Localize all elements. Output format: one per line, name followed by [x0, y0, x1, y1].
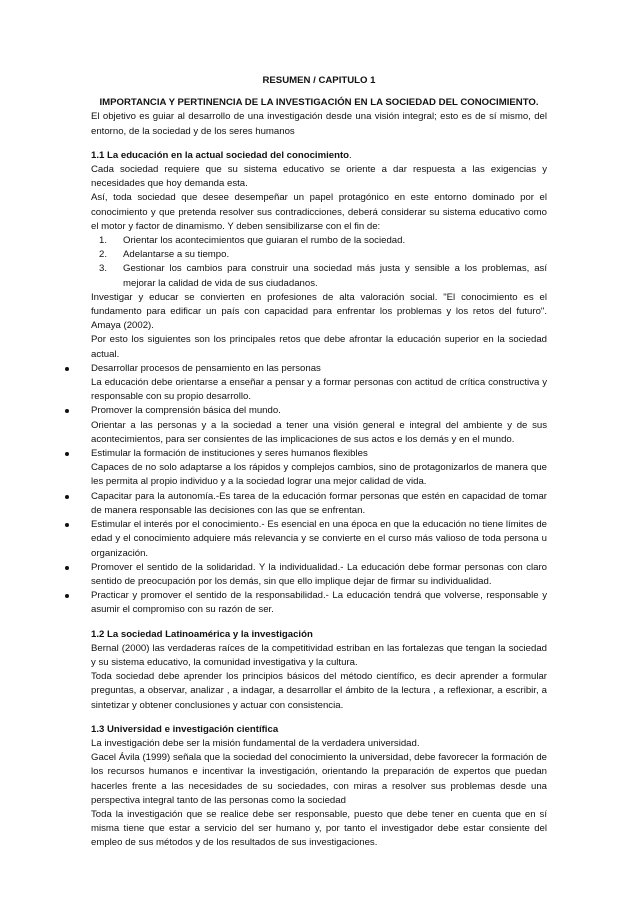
numbered-item-number: 1.	[99, 235, 108, 247]
bullet-item	[91, 490, 547, 518]
bullet-icon	[65, 523, 69, 527]
bullet-body	[91, 589, 547, 617]
bullet-item	[91, 518, 547, 561]
bullet-item	[91, 589, 547, 617]
numbered-item	[91, 262, 547, 290]
numbered-item-text: Gestionar los cambios para construir una sociedad más justa y sensible a los problemas, así mejorar la calidad de vida de sus ciudadanos.	[123, 263, 547, 289]
document-title: RESUMEN / CAPITULO 1	[262, 75, 376, 86]
bullet-icon	[65, 495, 69, 499]
bullet-body	[91, 490, 547, 518]
section-1-heading	[91, 149, 547, 163]
numbered-item	[91, 234, 547, 248]
numbered-item-number: 2.	[99, 249, 108, 261]
numbered-item	[91, 248, 547, 262]
bullet-body: La educación debe orientarse a enseñar a pensar y a formar personas con actitud de crítica constructiva y responsable con su propio desarrollo.	[91, 377, 547, 403]
bullet-body: Capaces de no solo adaptarse a los rápidos y complejos cambios, sino de protagonizarlos de manera que les permita al propio individuo y a la sociedad lograr una mejor calidad de vida.	[91, 462, 547, 488]
bullet-text: Promover el sentido de la solidaridad. Y la individualidad.- La educación debe formar personas con claro sentido de preocupación por los demás, sin que ello implique dejar de firmar su individualidad.	[91, 561, 547, 587]
bullet-heading-line	[91, 447, 547, 461]
bullet-body	[91, 561, 547, 589]
bullet-text: Capacitar para la autonomía.-Es tarea de la educación formar personas que estén en capacidad de tomar de manera responsable las decisiones con las que se enfrentan.	[91, 490, 547, 516]
numbered-item-text: Orientar los acontecimientos que guiaran el rumbo de la sociedad.	[123, 235, 406, 247]
bullet-heading: Desarrollar procesos de pensamiento en las personas	[91, 362, 321, 374]
section-2-heading: 1.2 La sociedad Latinoamérica y la investigación	[91, 628, 313, 640]
section-2-paragraph-1: Bernal (2000) las verdaderas raíces de la competitividad estriban en las fortalezas que tengan la sociedad y su sistema educativo, la comunidad investigativa y la cultura.	[91, 642, 547, 668]
section-3-heading: 1.3 Universidad e investigación científica	[91, 723, 279, 735]
bullet-icon	[65, 594, 69, 598]
bullet-item	[91, 447, 547, 490]
bullet-icon	[65, 452, 69, 456]
bullet-heading: Promover la comprensión básica del mundo.	[91, 405, 281, 417]
intro-paragraph: El objetivo es guiar al desarrollo de una investigación desde una visión integral; esto es de sí mismo, del entorno, de la sociedad y de los seres humanos	[91, 111, 547, 137]
section-1-heading-text: 1.1 La educación en la actual sociedad del conocimiento	[91, 149, 350, 161]
section-1-paragraph-2: Así, toda sociedad que desee desempeñar un papel protagónico en este entorno dominado por el conocimiento y que pretenda resolver sus contradicciones, deberá considerar su sistema educativo como el motor y factor de dinamismo. Y deben sensibilizarse con el fin de:	[91, 192, 547, 232]
bullet-text: Estimular el interés por el conocimiento.- Es esencial en una época en que la educación no tiene límites de edad y el conocimiento adquiere más relevancia y se convierte en el curso más valioso de toda persona u organización.	[91, 519, 547, 559]
bullet-item	[91, 362, 547, 405]
bullet-body	[91, 518, 547, 561]
bullet-heading-line	[91, 362, 547, 376]
bullet-icon	[65, 409, 69, 413]
numbered-item-number: 3.	[99, 263, 108, 275]
section-1-paragraph-3: Investigar y educar se convierten en profesiones de alta valoración social. "El conocimiento es el fundamento para edificar un país con capacidad para enfrentar los problemas y los retos del futuro". Amaya (2002).	[91, 291, 547, 332]
bullet-text: Practicar y promover el sentido de la responsabilidad.- La educación tendrá que volverse, responsable y asumir el compromiso con su razón de ser.	[91, 590, 547, 616]
bullet-heading-line	[91, 404, 547, 418]
section-3-paragraph-2: Gacel Ávila (1999) señala que la sociedad del conocimiento la universidad, debe favorecer la formación de los recursos humanos e incentivar la investigación, orientando la preparación de expertos que puedan hacerles frente a las necesidades de su sociedades, con miras a resolver sus problemas desde una perspectiva integral tanto de las personas como la sociedad	[91, 752, 547, 806]
bullet-icon	[65, 566, 69, 570]
section-1-paragraph-1: Cada sociedad requiere que su sistema educativo se oriente a dar respuesta a las exigencias y necesidades que hoy demanda esta.	[91, 164, 547, 190]
bullet-icon	[65, 367, 69, 371]
section-2-paragraph-2: Toda sociedad debe aprender los principios básicos del método científico, es decir aprender a formular preguntas, a observar, analizar , a indagar, a desarrollar el ámbito de la lectura , a reflexionar, a escribir, a sintetizar y obtener conclusiones y actuar con consistencia.	[91, 671, 547, 711]
document-subtitle: IMPORTANCIA Y PERTINENCIA DE LA INVESTIGACIÓN EN LA SOCIEDAD DEL CONOCIMIENTO.	[99, 97, 539, 109]
numbered-item-text: Adelantarse a su tiempo.	[123, 249, 230, 261]
bullet-body: Orientar a las personas y a la sociedad a tener una visión general e integral del ambiente y de sus acontecimientos, para ser consientes de las implicaciones de sus actos e los demás y en el mundo.	[91, 419, 547, 445]
section-3-paragraph-1: La investigación debe ser la misión fundamental de la verdadera universidad.	[91, 737, 420, 749]
bullet-heading: Estimular la formación de instituciones y seres humanos flexibles	[91, 448, 368, 460]
bullet-item	[91, 404, 547, 447]
section-1-paragraph-4: Por esto los siguientes son los principales retos que debe afrontar la educación superior en la sociedad actual.	[91, 334, 547, 360]
section-3-paragraph-3: Toda la investigación que se realice debe ser responsable, puesto que debe tener en cuenta que en sí misma tiene que estar a servicio del ser humano y, por tanto el investigador debe estar consiente del empleo de sus métodos y de los resultados de sus investigaciones.	[91, 808, 547, 849]
document-body	[91, 74, 547, 851]
section-1-heading-dot: .	[349, 149, 352, 161]
bullet-item	[91, 561, 547, 589]
